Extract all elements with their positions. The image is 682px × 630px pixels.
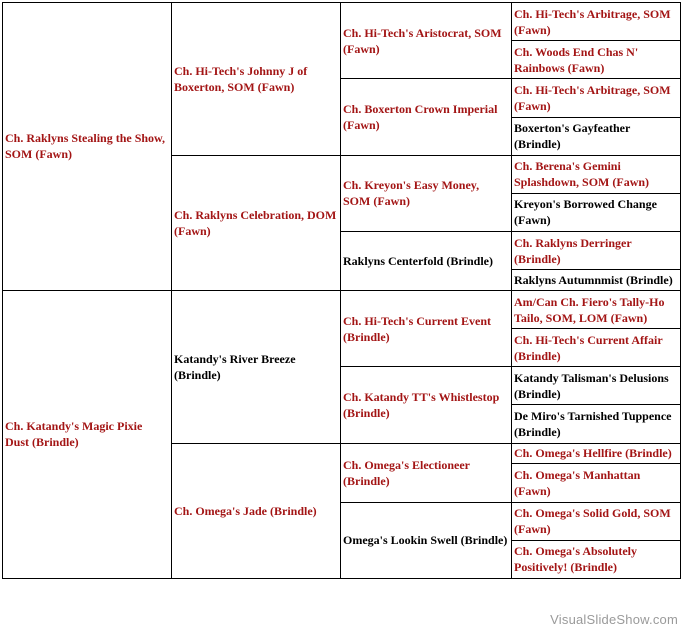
paternal-granddam: Ch. Raklyns Celebration, DOM (Fawn) (172, 155, 341, 290)
watermark: VisualSlideShow.com (550, 612, 678, 627)
ancestor-gen4-12: De Miro's Tarnished Tuppence (Brindle) (512, 405, 681, 443)
ancestor-gen4-4: Boxerton's Gayfeather (Brindle) (512, 117, 681, 155)
ancestor-gen3-7: Ch. Omega's Electioneer (Brindle) (341, 443, 512, 502)
ancestor-gen4-14: Ch. Omega's Manhattan (Fawn) (512, 464, 681, 502)
ancestor-gen3-2: Ch. Boxerton Crown Imperial (Fawn) (341, 79, 512, 155)
ancestor-gen4-16: Ch. Omega's Absolutely Positively! (Brindle) (512, 540, 681, 578)
ancestor-gen3-1: Ch. Hi-Tech's Aristocrat, SOM (Fawn) (341, 3, 512, 79)
dam: Ch. Katandy's Magic Pixie Dust (Brindle) (3, 290, 172, 578)
ancestor-gen4-9: Am/Can Ch. Fiero's Tally-Ho Tailo, SOM, LOM (Fawn) (512, 290, 681, 328)
ancestor-gen4-6: Kreyon's Borrowed Change (Fawn) (512, 193, 681, 231)
ancestor-gen4-2: Ch. Woods End Chas N' Rainbows (Fawn) (512, 41, 681, 79)
ancestor-gen3-8: Omega's Lookin Swell (Brindle) (341, 502, 512, 579)
ancestor-gen4-11: Katandy Talisman's Delusions (Brindle) (512, 367, 681, 405)
ancestor-gen4-10: Ch. Hi-Tech's Current Affair (Brindle) (512, 329, 681, 367)
maternal-granddam: Ch. Omega's Jade (Brindle) (172, 443, 341, 578)
ancestor-gen3-3: Ch. Kreyon's Easy Money, SOM (Fawn) (341, 155, 512, 231)
paternal-grandsire: Ch. Hi-Tech's Johnny J of Boxerton, SOM (Fawn) (172, 3, 341, 156)
pedigree-table (2, 2, 681, 579)
ancestor-gen4-3: Ch. Hi-Tech's Arbitrage, SOM (Fawn) (512, 79, 681, 117)
ancestor-gen4-15: Ch. Omega's Solid Gold, SOM (Fawn) (512, 502, 681, 540)
ancestor-gen4-5: Ch. Berena's Gemini Splashdown, SOM (Fawn) (512, 155, 681, 193)
ancestor-gen3-4: Raklyns Centerfold (Brindle) (341, 232, 512, 291)
ancestor-gen3-5: Ch. Hi-Tech's Current Event (Brindle) (341, 290, 512, 366)
ancestor-gen3-6: Ch. Katandy TT's Whistlestop (Brindle) (341, 367, 512, 443)
maternal-grandsire: Katandy's River Breeze (Brindle) (172, 290, 341, 443)
ancestor-gen4-13: Ch. Omega's Hellfire (Brindle) (512, 443, 681, 464)
ancestor-gen4-1: Ch. Hi-Tech's Arbitrage, SOM (Fawn) (512, 3, 681, 41)
ancestor-gen4-7: Ch. Raklyns Derringer (Brindle) (512, 232, 681, 270)
sire: Ch. Raklyns Stealing the Show, SOM (Fawn) (3, 3, 172, 291)
ancestor-gen4-8: Raklyns Autumnmist (Brindle) (512, 270, 681, 291)
